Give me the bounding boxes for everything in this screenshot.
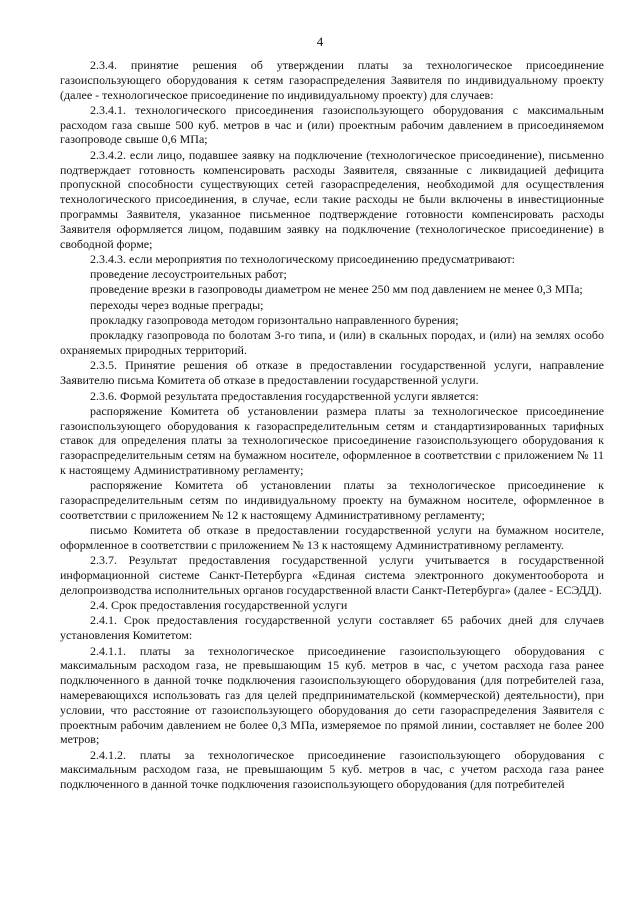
paragraph-2-4-1-1: 2.4.1.1. платы за технологическое присоединение газоиспользующего оборудования с максимальным расходом газа, не превышающим 15 куб. метров в час, с учетом расхода газа ранее подключенного в данной точке подключения газоиспользующего оборудования (для потребителей газа, намеревающихся использовать газ для целей предпринимательской (коммерческой) деятельности), при условии, что расстояние от газоиспользующего оборудования до сети газораспределения Заявителя с проектным рабочим давлением не более 0,3 МПа, измеряемое по прямой линии, составляет не более 200 метров;	[60, 643, 604, 747]
list-item-order-fee-rates: распоряжение Комитета об установлении размера платы за технологическое присоединение газоиспользующего оборудования к газораспределительным сетям и стандартизированных тарифных ставок для определения платы за технологическое присоединение газоиспользующего оборудования к газораспределительным сетям на бумажном носителе, оформленное в соответствии с приложением № 11 к настоящему Административному регламенту;	[60, 403, 604, 478]
list-item-forestry-works: проведение лесоустроительных работ;	[90, 267, 287, 282]
paragraph-2-4-1-2: 2.4.1.2. платы за технологическое присоединение газоиспользующего оборудования с максимальным расходом газа, не превышающим 5 куб. метров в час, с учетом расхода газа ранее подключенного в данной точке подключения газоиспользующего оборудования (для потребителей	[60, 747, 604, 792]
paragraph-2-3-4-1: 2.3.4.1. технологического присоединения газоиспользующего оборудования с максимальным расходом газа свыше 500 куб. метров в час и (или) проектным рабочим давлением в присоединяемом газопроводе свыше 0,6 МПа;	[60, 102, 604, 147]
paragraph-2-3-4-3: 2.3.4.3. если мероприятия по технологическому присоединению предусматривают:	[90, 251, 515, 266]
list-item-water-crossings: переходы через водные преграды;	[90, 297, 264, 312]
list-item-order-individual-project: распоряжение Комитета об установлении платы за технологическое присоединение к газораспределительным сетям по индивидуальному проекту на бумажном носителе, оформленное в соответствии с приложением № 12 к настоящему Административному регламенту;	[60, 478, 604, 522]
paragraph-2-3-7: 2.3.7. Результат предоставления государственной услуги учитывается в государственной информационной системе Санкт-Петербурга «Единая система электронного документооборота и делопроизводства исполнительных органов государственной власти Санкт-Петербурга» (далее - ЕСЭДД).	[60, 553, 604, 597]
paragraph-2-3-6: 2.3.6. Формой результата предоставления государственной услуги является:	[90, 388, 479, 403]
section-heading-2-4: 2.4. Срок предоставления государственной услуги	[90, 598, 348, 613]
list-item-pipeline-tapping: проведение врезки в газопроводы диаметром не менее 250 мм под давлением не менее 0,3 МПа;	[90, 282, 583, 297]
list-item-swamps-rocks: прокладку газопровода по болотам 3-го типа, и (или) в скальных породах, и (или) на землях особо охраняемых природных территорий.	[60, 328, 604, 358]
paragraph-2-4-1: 2.4.1. Срок предоставления государственной услуги составляет 65 рабочих дней для случаев установления Комитетом:	[60, 613, 604, 643]
document-body	[60, 58, 604, 793]
paragraph-2-3-5: 2.3.5. Принятие решения об отказе в предоставлении государственной услуги, направление Заявителю письма Комитета об отказе в предоставлении государственной услуги.	[60, 358, 604, 388]
paragraph-2-3-4-2: 2.3.4.2. если лицо, подавшее заявку на подключение (технологическое присоединение), письменно подтверждает готовность компенсировать расходы Заявителя, связанные с ликвидацией дефицита пропускной способности существующих сетей газораспределения, необходимой для осуществления технологического присоединения, в случае, если такие расходы не были включены в инвестиционные программы Заявителя, указанное письменное подтверждение готовности компенсировать расходы Заявителя оформляется лицом, подавшим заявку на подключение (технологическое присоединение) в свободной форме;	[60, 147, 604, 251]
page-number: 4	[316, 34, 324, 49]
list-item-directional-drilling: прокладку газопровода методом горизонтально направленного бурения;	[90, 313, 459, 328]
list-item-refusal-letter: письмо Комитета об отказе в предоставлении государственной услуги на бумажном носителе, оформленное в соответствии с приложением № 13 к настоящему Административному регламенту.	[60, 523, 604, 552]
paragraph-2-3-4: 2.3.4. принятие решения об утверждении платы за технологическое присоединение газоиспользующего оборудования к сетям газораспределения Заявителя по индивидуальному проекту (далее - технологическое присоединение по индивидуальному проекту) для случаев:	[60, 58, 604, 102]
